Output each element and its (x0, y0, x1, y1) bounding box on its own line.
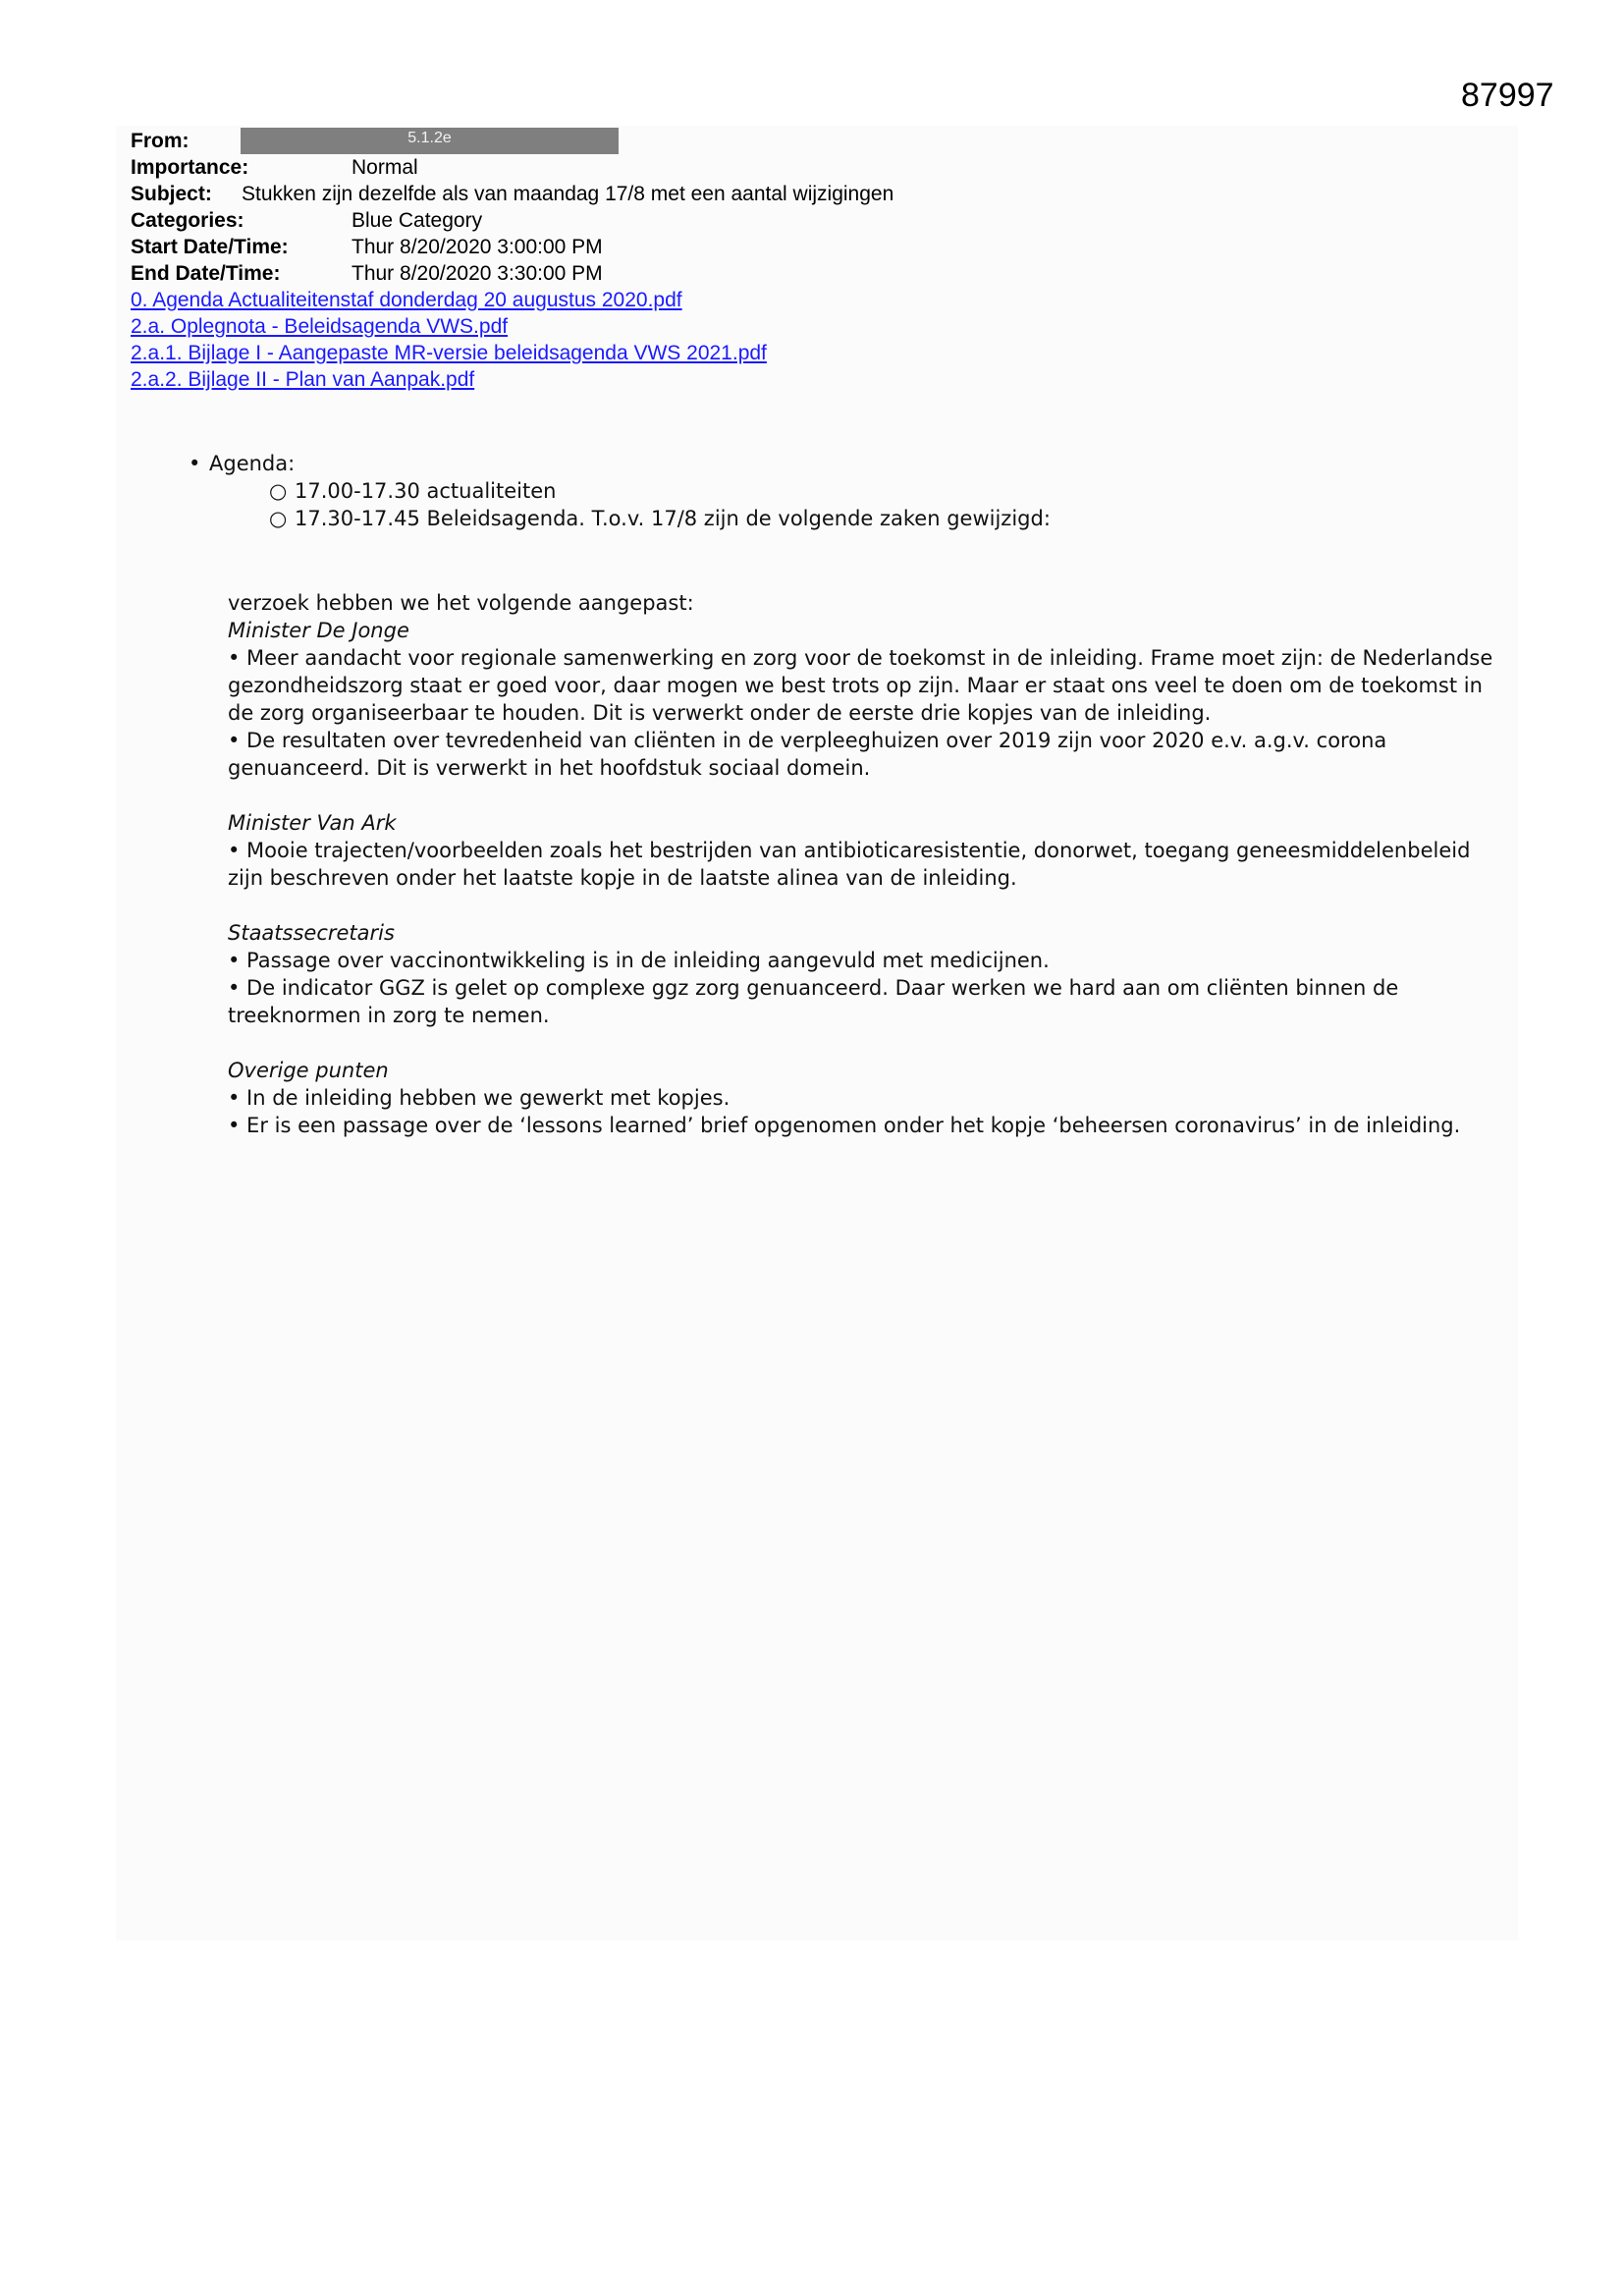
end-label: End Date/Time: (131, 262, 281, 285)
list-item (269, 505, 1505, 532)
categories-label: Categories: (131, 209, 244, 232)
section-heading-overige: Overige punten (228, 1059, 389, 1082)
section-heading-de-jonge: Minister De Jonge (228, 619, 409, 642)
section-heading-van-ark: Minister Van Ark (228, 811, 397, 835)
note-point: • De resultaten over tevredenheid van cliënten in de verpleeghuizen over 2019 zijn voor 2020 e.v. a.g.v. corona genuanceerd. Dit is verwerkt in het hoofdstuk sociaal domein. (228, 729, 1387, 780)
attachment-link[interactable] (131, 287, 893, 313)
start-label: Start Date/Time: (131, 236, 289, 258)
attachment-link-label[interactable]: 2.a. Oplegnota - Beleidsagenda VWS.pdf (131, 315, 509, 338)
importance-value: Normal (352, 156, 418, 179)
importance-row (131, 154, 893, 181)
circle-bullet-icon: ○ (269, 507, 288, 530)
agenda-item (189, 450, 1505, 532)
start-value: Thur 8/20/2020 3:00:00 PM (352, 236, 603, 258)
from-label: From: (131, 130, 189, 152)
note-point: • De indicator GGZ is gelet op complexe ggz zorg genuanceerd. Daar werken we hard aan om cliënten binnen de treeknormen in zorg te nemen. (228, 976, 1399, 1027)
attachment-link[interactable] (131, 340, 893, 366)
email-header (131, 128, 893, 393)
attachment-link[interactable] (131, 313, 893, 340)
attachment-link-label[interactable]: 2.a.1. Bijlage I - Aangepaste MR-versie beleidsagenda VWS 2021.pdf (131, 342, 767, 364)
categories-value: Blue Category (352, 209, 483, 232)
categories-row (131, 207, 893, 234)
subject-row (131, 181, 893, 207)
agenda-sublist (209, 477, 1505, 532)
list-item (269, 477, 1505, 505)
note-point: • Mooie trajecten/voorbeelden zoals het bestrijden van antibioticaresistentie, donorwet, toegang geneesmiddelenbeleid zijn beschreven onder het laatste kopje in de laatste alinea van de inleiding. (228, 839, 1471, 890)
notes-intro: verzoek hebben we het volgende aangepast: (228, 591, 694, 615)
bullet-icon: • (189, 452, 201, 475)
spacer (228, 1029, 1504, 1057)
subject-value: Stukken zijn dezelfde als van maandag 17/8 met een aantal wijzigingen (242, 183, 894, 205)
attachment-link-label[interactable]: 0. Agenda Actualiteitenstaf donderdag 20 augustus 2020.pdf (131, 289, 682, 311)
agenda-label: Agenda: (209, 452, 296, 475)
spacer (228, 782, 1504, 809)
note-point: • Er is een passage over de ‘lessons learned’ brief opgenomen onder het kopje ‘beheersen coronavirus’ in de inleiding. (228, 1114, 1461, 1137)
note-point: • In de inleiding hebben we gewerkt met kopjes. (228, 1086, 731, 1110)
agenda-sub-item: 17.00-17.30 actualiteiten (295, 479, 557, 503)
note-point: • Passage over vaccinontwikkeling is in de inleiding aangevuld met medicijnen. (228, 949, 1050, 972)
page-number: 87997 (1461, 77, 1554, 114)
from-row (131, 128, 893, 154)
attachment-link[interactable] (131, 366, 893, 393)
redacted-sender: 5.1.2e (241, 128, 619, 154)
start-row (131, 234, 893, 260)
end-row (131, 260, 893, 287)
importance-label: Importance: (131, 156, 249, 179)
notes-section (209, 589, 1504, 1139)
attachment-link-label[interactable]: 2.a.2. Bijlage II - Plan van Aanpak.pdf (131, 368, 475, 391)
agenda-list (189, 450, 1505, 532)
subject-label: Subject: (131, 183, 212, 205)
circle-bullet-icon: ○ (269, 479, 288, 503)
end-value: Thur 8/20/2020 3:30:00 PM (352, 262, 603, 285)
note-point: • Meer aandacht voor regionale samenwerking en zorg voor de toekomst in de inleiding. Frame moet zijn: de Nederlandse gezondheidszorg staat er goed voor, daar mogen we best trots op zijn. Maar er staat ons veel te doen om de toekomst in de zorg organiseerbaar te houden. Dit is verwerkt onder de eerste drie kopjes van de inleiding. (228, 646, 1493, 725)
message-body (189, 450, 1505, 1139)
agenda-sub-item: 17.30-17.45 Beleidsagenda. T.o.v. 17/8 zijn de volgende zaken gewijzigd: (295, 507, 1051, 530)
spacer (228, 892, 1504, 919)
section-heading-staatssecretaris: Staatssecretaris (228, 921, 395, 945)
